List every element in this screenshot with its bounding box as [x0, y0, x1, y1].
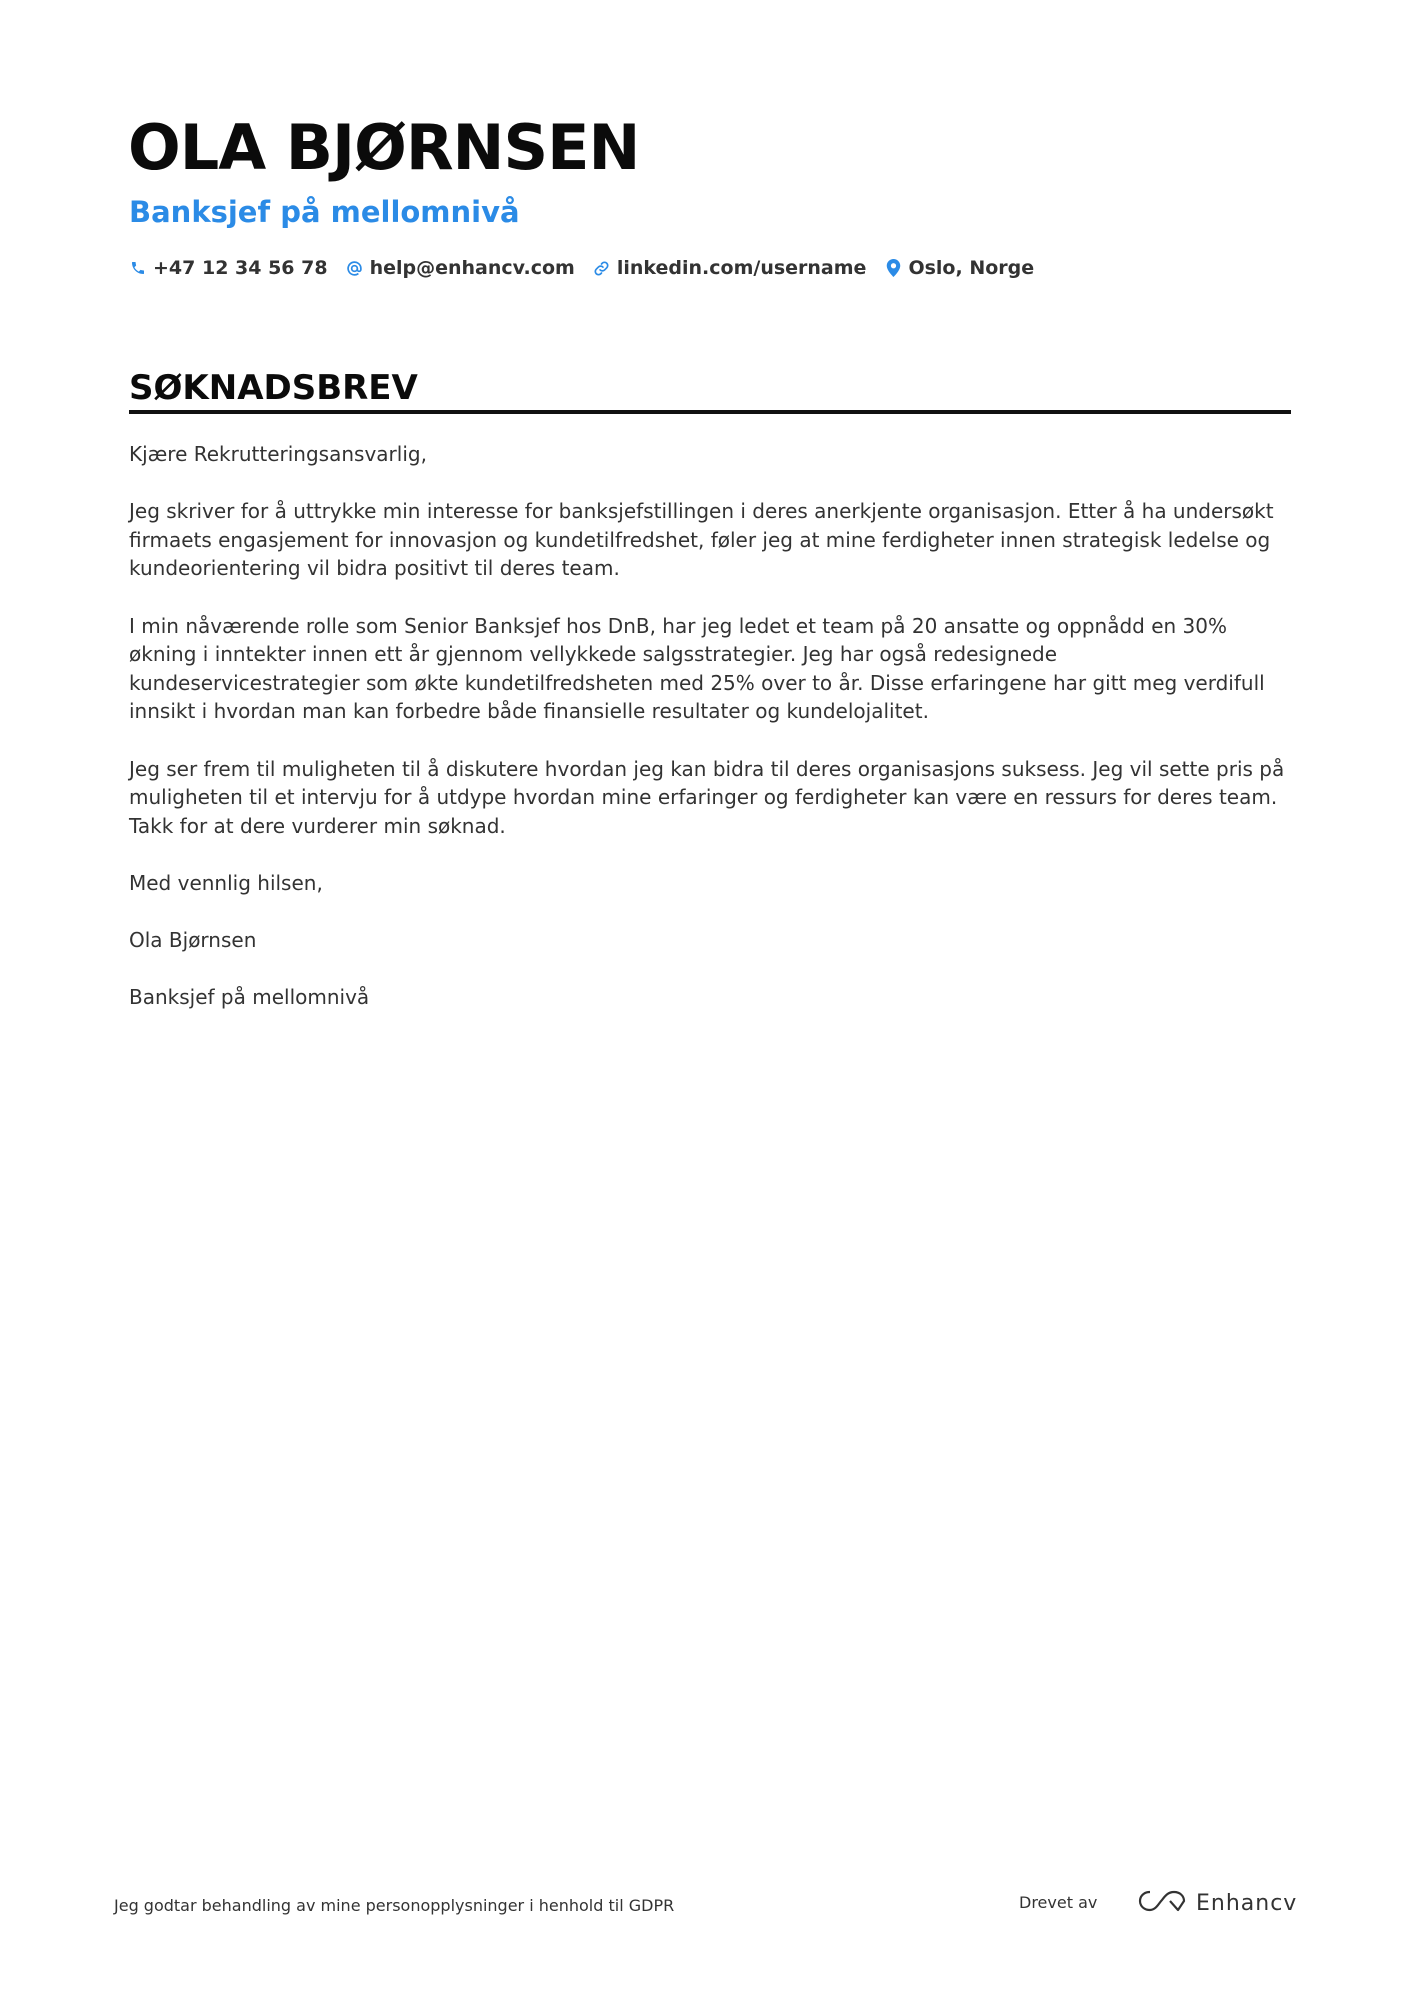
- enhancv-logo[interactable]: [1138, 1888, 1297, 1919]
- link-icon: [593, 259, 611, 277]
- signature-title: Banksjef på mellomnivå: [129, 985, 370, 1010]
- letter-paragraph: Jeg ser frem til muligheten til å diskutere hvordan jeg kan bidra til deres organisasjons suksess. Jeg vil sette pris på muligheten til et intervju for å utdype hvordan mine erfaringer og ferdigheter kan være en ressurs for deres team. Takk for at dere vurderer min søknad.: [129, 756, 1285, 838]
- contact-location: [884, 257, 1034, 279]
- contact-email: [346, 257, 575, 279]
- contact-phone-text: +47 12 34 56 78: [153, 257, 328, 279]
- contact-location-text: Oslo, Norge: [908, 257, 1035, 279]
- contact-linkedin-text[interactable]: linkedin.com/username: [616, 257, 867, 279]
- section-divider: [129, 410, 1291, 414]
- gdpr-consent: Jeg godtar behandling av mine personopplysninger i henhold til GDPR: [114, 1896, 675, 1915]
- letter-body: [129, 440, 1291, 1040]
- contact-bar: [129, 254, 1034, 282]
- contact-linkedin: [593, 257, 867, 279]
- enhancv-logo-icon: [1138, 1888, 1186, 1919]
- letter-closing: Med vennlig hilsen,: [129, 870, 323, 895]
- applicant-name: OLA BJØRNSEN: [128, 111, 640, 184]
- at-icon: [346, 259, 364, 277]
- contact-phone: [129, 257, 328, 279]
- signature-name: Ola Bjørnsen: [129, 928, 257, 953]
- letter-greeting: Kjære Rekrutteringsansvarlig,: [129, 442, 427, 466]
- enhancv-logo-text: Enhancv: [1196, 1891, 1298, 1916]
- location-pin-icon: [884, 259, 902, 277]
- section-title: SØKNADSBREV: [129, 368, 418, 408]
- phone-icon: [129, 259, 147, 277]
- contact-email-text[interactable]: help@enhancv.com: [369, 257, 575, 279]
- letter-paragraph: I min nåværende rolle som Senior Banksjef hos DnB, har jeg ledet et team på 20 ansatte og oppnådd en 30% økning i inntekter innen ett år gjennom vellykkede salgsstrategier. Jeg har også redesignede kundeservicestrategier som økte kundetilfredsheten med 25% over to år. Disse erfaringene har gitt meg verdifull innsikt i hvordan man kan forbedre både finansielle resultater og kundelojalitet.: [129, 613, 1265, 724]
- letter-paragraph: Jeg skriver for å uttrykke min interesse for banksjefstillingen i deres anerkjente organisasjon. Etter å ha undersøkt firmaets engasjement for innovasjon og kundetilfredshet, føler jeg at mine ferdigheter innen strategisk ledelse og kundeorientering vil bidra positivt til deres team.: [129, 499, 1274, 581]
- powered-by-label: Drevet av: [1019, 1893, 1098, 1912]
- applicant-title: Banksjef på mellomnivå: [129, 195, 520, 229]
